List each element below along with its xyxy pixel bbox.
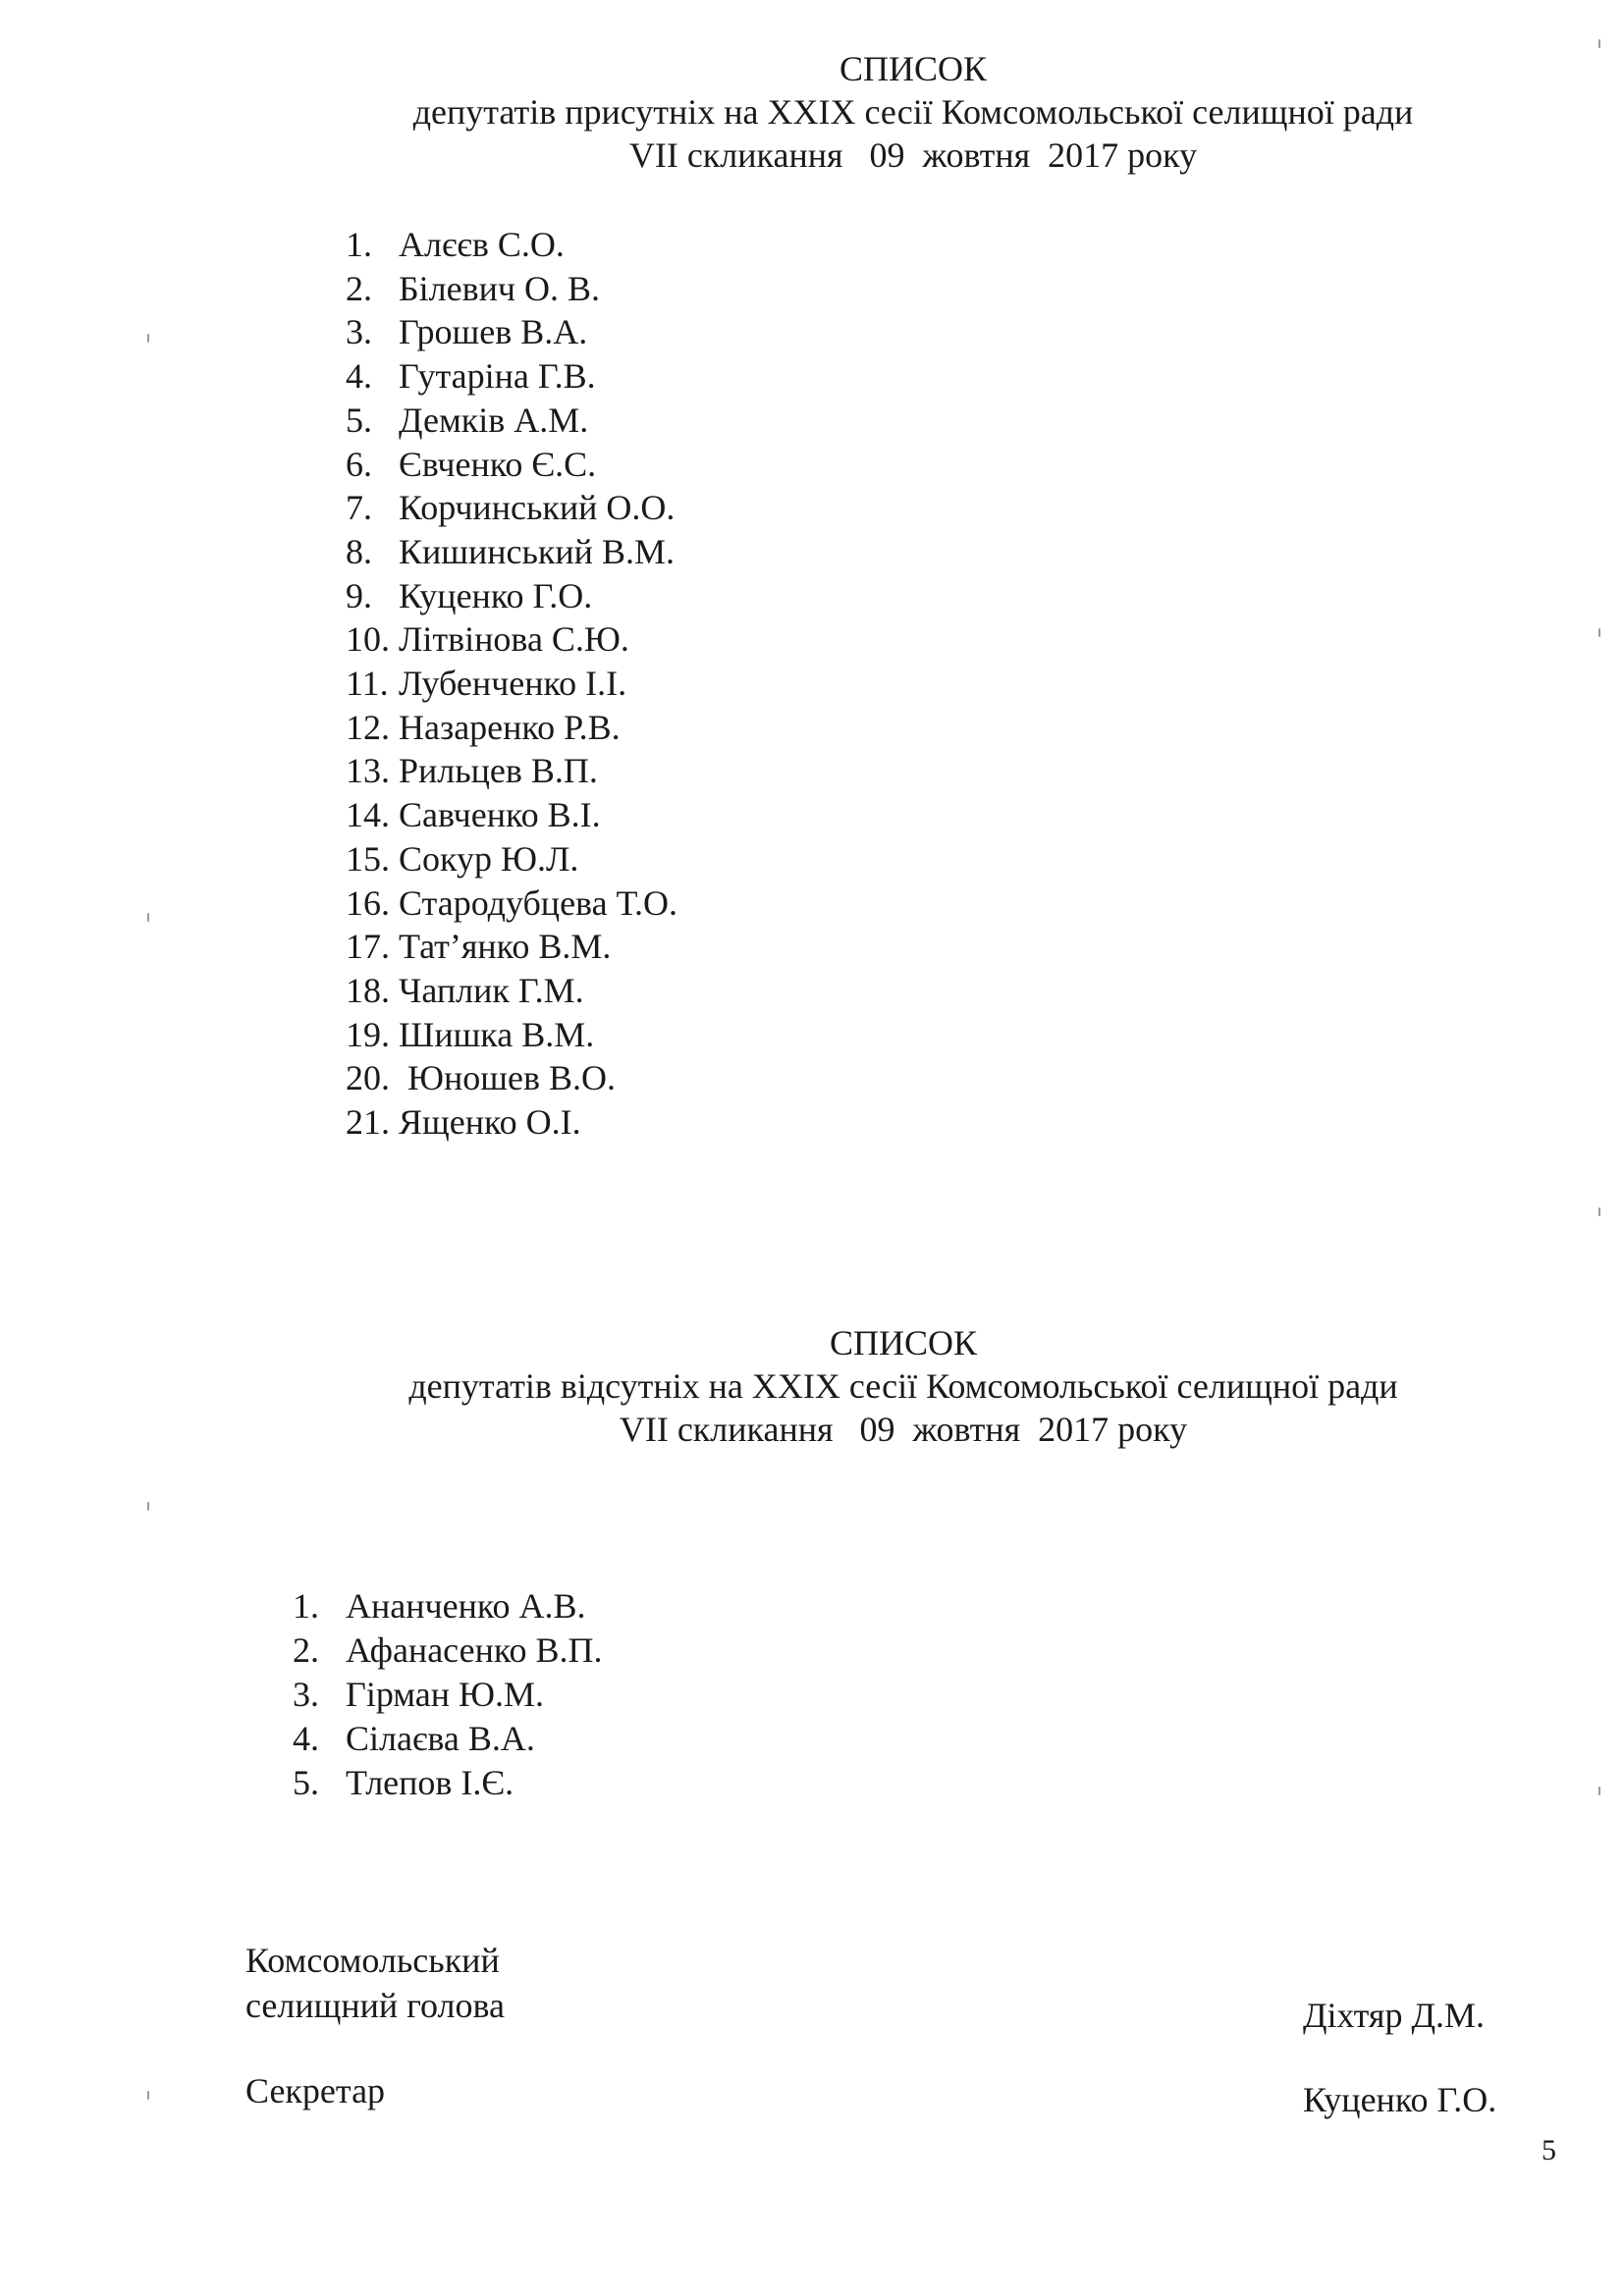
- present-item: [346, 969, 677, 1013]
- present-item-number: 17.: [346, 927, 390, 967]
- absent-list-convocation: VII скликання 09 жовтня 2017 року: [619, 1410, 1188, 1449]
- present-item: [346, 1100, 677, 1145]
- present-item-number: 15.: [346, 838, 390, 879]
- absent-item: [293, 1673, 603, 1717]
- scan-speck: [147, 1502, 149, 1511]
- present-item-number: 9.: [346, 575, 372, 615]
- head-title-line2: селищний голова: [245, 1986, 506, 2025]
- present-item: [346, 1013, 677, 1057]
- absent-list-subtitle: депутатів відсутніх на XXIX сесії Комсомольської селищної ради: [408, 1366, 1398, 1406]
- present-item-number: 8.: [346, 531, 372, 571]
- present-item-number: 10.: [346, 619, 390, 660]
- present-item: [346, 574, 677, 618]
- present-item-name: Лубенченко І.І.: [399, 664, 627, 704]
- present-item-number: 7.: [346, 488, 372, 528]
- absent-item: [293, 1717, 603, 1761]
- present-item: [346, 662, 677, 706]
- absent-item-name: Сілаєва В.А.: [346, 1719, 535, 1758]
- present-item-name: Кишинський В.М.: [399, 531, 675, 571]
- present-item: [346, 354, 677, 399]
- present-item-name: Алєєв С.О.: [399, 225, 565, 264]
- present-list-heading: [295, 47, 1532, 177]
- present-item-name: Тат’янко В.М.: [399, 927, 612, 967]
- head-name: Діхтяр Д.М.: [1303, 1996, 1486, 2035]
- absent-item: [293, 1629, 603, 1673]
- present-item: [346, 617, 677, 662]
- present-item-name: Шишка В.М.: [399, 1014, 595, 1054]
- present-item-name: Літвінова С.Ю.: [399, 619, 629, 660]
- present-item: [346, 443, 677, 487]
- present-item-number: 4.: [346, 356, 372, 397]
- present-item-name: Сокур Ю.Л.: [399, 838, 579, 879]
- present-item-number: 19.: [346, 1014, 390, 1054]
- present-list-subtitle: депутатів присутніх на XXIX сесії Комсомольської селищної ради: [412, 92, 1414, 132]
- present-item-number: 1.: [346, 225, 372, 264]
- present-item-name: Корчинський О.О.: [399, 488, 676, 528]
- absent-item-number: 3.: [293, 1675, 319, 1714]
- present-item-number: 14.: [346, 795, 390, 835]
- present-item-name: Савченко В.І.: [399, 795, 601, 835]
- head-title-line1: Комсомольський: [245, 1941, 500, 1980]
- present-item-name: Гутаріна Г.В.: [399, 356, 596, 397]
- present-item-name: Демків А.М.: [399, 400, 589, 440]
- present-item-number: 5.: [346, 400, 372, 440]
- absent-item-number: 2.: [293, 1630, 319, 1670]
- present-item-number: 11.: [346, 664, 389, 704]
- absent-item: [293, 1584, 603, 1629]
- absent-deputies-list: [293, 1584, 603, 1805]
- scan-speck: [1598, 39, 1600, 48]
- present-item: [346, 267, 677, 311]
- present-item: [346, 223, 677, 267]
- present-item: [346, 837, 677, 881]
- present-item-name: Рильцев В.П.: [399, 751, 598, 791]
- present-item-number: 18.: [346, 970, 390, 1010]
- present-item-name: Білевич О. В.: [399, 268, 600, 308]
- present-item-name: Юношев В.О.: [399, 1058, 616, 1098]
- absent-item-name: Ананченко А.В.: [346, 1586, 586, 1626]
- present-item: [346, 310, 677, 354]
- page-number: 5: [1542, 2134, 1556, 2166]
- present-item: [346, 706, 677, 750]
- present-item-number: 3.: [346, 312, 372, 352]
- present-item: [346, 1056, 677, 1100]
- present-item-name: Куценко Г.О.: [399, 575, 593, 615]
- present-item: [346, 749, 677, 793]
- scan-speck: [1598, 628, 1600, 637]
- present-item-number: 13.: [346, 751, 390, 791]
- present-item-name: Євченко Є.С.: [399, 444, 597, 484]
- present-item-name: Стародубцева Т.О.: [399, 882, 677, 923]
- present-list-title: СПИСОК: [839, 49, 988, 88]
- present-item: [346, 486, 677, 530]
- scan-speck: [147, 2091, 149, 2100]
- secretary-name: Куценко Г.О.: [1303, 2080, 1497, 2119]
- absent-list-heading: [285, 1321, 1522, 1451]
- absent-item-number: 1.: [293, 1586, 319, 1626]
- absent-item-name: Афанасенко В.П.: [346, 1630, 603, 1670]
- absent-item-number: 4.: [293, 1719, 319, 1758]
- absent-item-name: Тлепов І.Є.: [346, 1763, 514, 1802]
- absent-item-name: Гірман Ю.М.: [346, 1675, 545, 1714]
- present-item-name: Чаплик Г.М.: [399, 970, 584, 1010]
- present-item: [346, 530, 677, 574]
- present-item-number: 12.: [346, 707, 390, 747]
- present-item-number: 6.: [346, 444, 372, 484]
- present-item-name: Грошев В.А.: [399, 312, 588, 352]
- present-deputies-list: [346, 223, 677, 1145]
- scan-speck: [1598, 1787, 1600, 1795]
- present-item-name: Назаренко Р.В.: [399, 707, 621, 747]
- absent-item-number: 5.: [293, 1763, 319, 1802]
- present-item-number: 20.: [346, 1058, 390, 1098]
- present-item: [346, 925, 677, 969]
- present-item-name: Ященко О.І.: [399, 1102, 581, 1143]
- present-item: [346, 793, 677, 837]
- scan-speck: [1598, 1207, 1600, 1216]
- scan-speck: [147, 913, 149, 922]
- scan-speck: [147, 334, 149, 343]
- present-item: [346, 881, 677, 926]
- absent-list-title: СПИСОК: [829, 1323, 978, 1362]
- present-item: [346, 399, 677, 443]
- present-list-convocation: VII скликання 09 жовтня 2017 року: [628, 135, 1198, 175]
- present-item-number: 16.: [346, 882, 390, 923]
- present-item-number: 21.: [346, 1102, 390, 1143]
- absent-item: [293, 1761, 603, 1805]
- secretary-title: Секретар: [245, 2071, 386, 2110]
- present-item-number: 2.: [346, 268, 372, 308]
